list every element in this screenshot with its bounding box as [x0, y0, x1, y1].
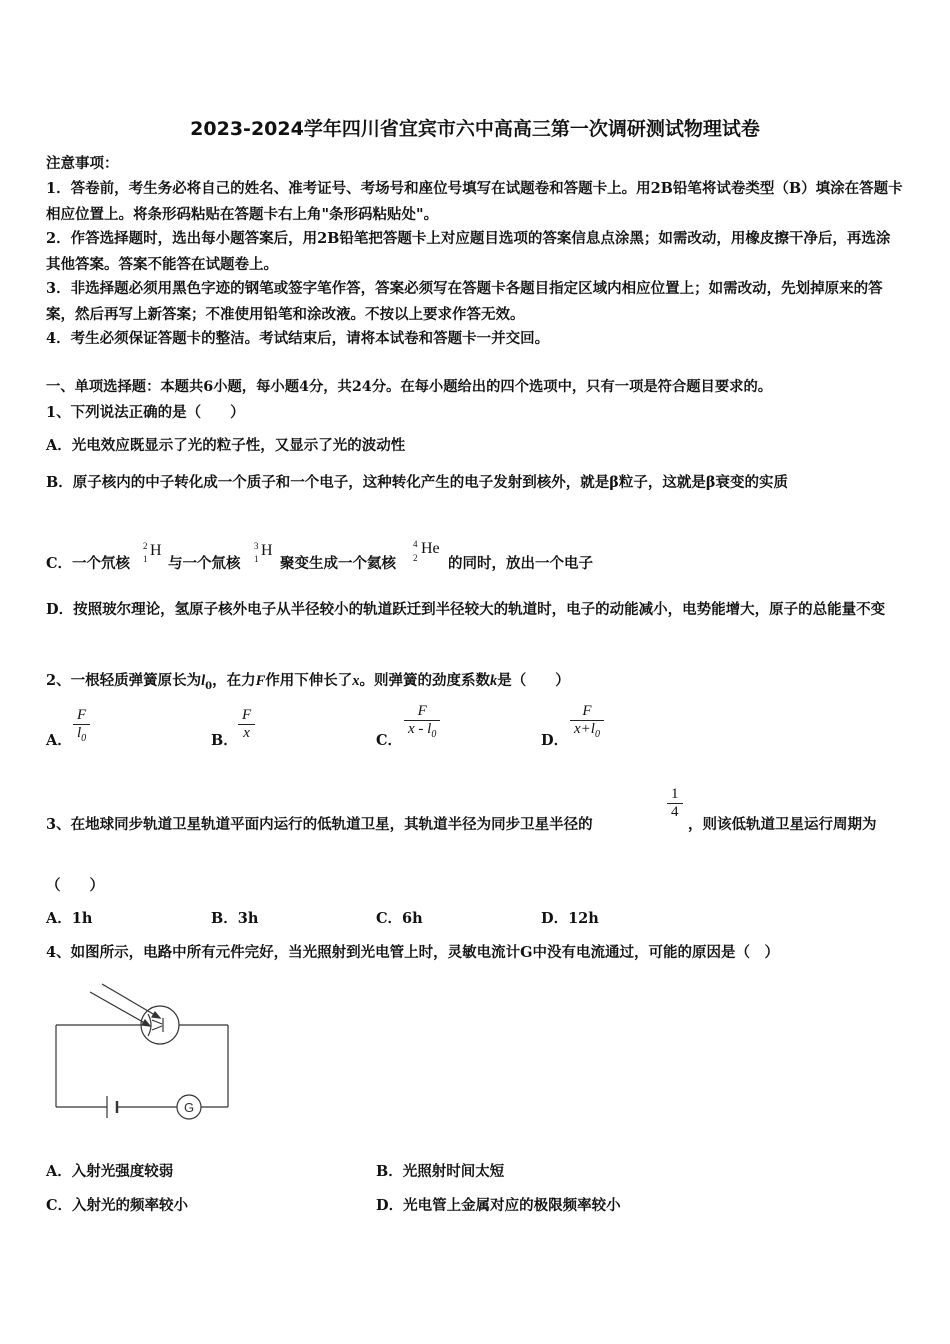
isotope-tritium: [254, 541, 278, 571]
fraction-numerator: F: [242, 707, 252, 723]
q1-option-c-part1: C．一个氘核: [46, 555, 131, 572]
q2-text: 是（ ）: [497, 672, 570, 689]
isotope-mass: 2: [143, 541, 148, 551]
q3-paren: （ ）: [46, 877, 104, 894]
fraction-sub: 0: [594, 729, 600, 740]
ray-arrowhead: [142, 1020, 150, 1026]
q4-option-d: D．光电管上金属对应的极限频率较小: [376, 1197, 621, 1214]
electron-path: [152, 1026, 162, 1030]
fraction-numerator: F: [77, 707, 87, 723]
fraction-denominator: l: [77, 725, 82, 741]
q2-option-a-label: A．: [46, 732, 72, 749]
fraction-numerator: F: [582, 703, 592, 719]
q2-option-d-fraction: [570, 703, 604, 740]
section-heading: 一、单项选择题：本题共6小题，每小题4分，共24分。在每小题给出的四个选项中，只有一项是符合题目要求的。: [46, 379, 773, 395]
q2-var-k: k: [490, 673, 498, 689]
q1-option-d: D．按照玻尔理论，氢原子核外电子从半径较小的轨道跃迁到半径较大的轨道时，电子的动能减小，电势能增大，原子的总能量不变: [46, 601, 886, 618]
q4-stem: 4、如图所示，电路中所有元件完好，当光照射到光电管上时，灵敏电流计G中没有电流通过，可能的原因是（ ）: [46, 944, 779, 961]
fraction-denominator: x+l: [574, 721, 595, 737]
fraction-sub: 0: [431, 729, 437, 740]
q3-option-d: D．12h: [541, 910, 599, 927]
fraction-denominator: x - l: [408, 721, 432, 737]
q2-text: 作用下伸长了: [265, 672, 353, 689]
q2-text: ，在力: [212, 672, 256, 689]
q2-option-c-fraction: [404, 703, 440, 740]
q1-stem: 1、下列说法正确的是（ ）: [46, 404, 245, 421]
q4-option-a: A．入射光强度较弱: [46, 1163, 174, 1180]
q2-var-l-sub: 0: [205, 680, 213, 692]
fraction-denominator: x: [243, 725, 250, 741]
q4-option-b: B．光照射时间太短: [376, 1163, 505, 1180]
notice-item-1: 1．答卷前，考生务必将自己的姓名、准考证号、考场号和座位号填写在试题卷和答题卡上。用2B铅笔将试卷类型（B）填涂在答题卡相应位置上。将条形码粘贴在答题卡右上角"条形码粘贴处"。: [46, 180, 903, 223]
notice-heading: 注意事项：: [46, 155, 119, 172]
q2-var-x: x: [352, 673, 360, 689]
q3-stem-before: 3、在地球同步轨道卫星轨道平面内运行的低轨道卫星，其轨道半径为同步卫星半径的: [46, 816, 593, 833]
q1-option-a: A．光电效应既显示了光的粒子性，又显示了光的波动性: [46, 437, 406, 454]
isotope-deuterium: [143, 541, 167, 571]
q3-stem-after: ，则该低轨道卫星运行周期为: [688, 816, 877, 833]
notice-item-2: 2．作答选择题时，选出每小题答案后，用2B铅笔把答题卡上对应题目选项的答案信息点涂黑；如需改动，用橡皮擦干净后，再选涂其他答案。答案不能答在试题卷上。: [46, 230, 891, 273]
q1-option-c-part3: 聚变生成一个氦核: [280, 555, 396, 572]
isotope-helium: [413, 539, 447, 569]
q3-option-c: C．6h: [376, 910, 423, 927]
q2-stem: [46, 669, 570, 692]
q4-option-c: C．入射光的频率较小: [46, 1197, 189, 1214]
isotope-mass: 4: [413, 539, 418, 549]
isotope-symbol: He: [421, 540, 440, 557]
notice-item-3: 3．非选择题必须用黑色字迹的钢笔或签字笔作答，答案必须写在答题卡各题目指定区域内相应位置上；如需改动，先划掉原来的答案，然后再写上新答案；不准使用铅笔和涂改液。不按以上要求作答无效。: [46, 280, 883, 323]
isotope-charge: 2: [413, 553, 418, 563]
fraction-numerator: 1: [671, 786, 679, 802]
q1-option-b: B．原子核内的中子转化成一个质子和一个电子，这种转化产生的电子发射到核外，就是β粒子，这就是β衰变的实质: [46, 474, 789, 491]
q2-option-b-label: B．: [211, 732, 238, 749]
ray-arrowhead: [152, 1012, 160, 1018]
q3-option-a: A．1h: [46, 910, 93, 927]
q1-option-c-part2: 与一个氚核: [168, 555, 241, 572]
fraction-numerator: F: [417, 703, 427, 719]
fraction-sub: 0: [81, 733, 87, 744]
isotope-symbol: H: [150, 542, 162, 559]
q2-option-b-fraction: [238, 707, 255, 742]
page-title: 2023-2024学年四川省宜宾市六中高高三第一次调研测试物理试卷: [190, 118, 760, 140]
q2-option-d-label: D．: [541, 732, 569, 749]
light-ray: [102, 984, 160, 1018]
q3-option-b: B．3h: [211, 910, 259, 927]
q2-text: 。则弹簧的劲度系数: [359, 672, 491, 689]
notice-item-4: 4．考生必须保证答题卡的整洁。考试结束后，请将本试卷和答题卡一并交回。: [46, 330, 550, 347]
electron-path: [152, 1020, 162, 1024]
galvanometer-label: G: [183, 1100, 195, 1115]
q2-var-l: l: [201, 673, 206, 689]
fraction-denominator: 4: [671, 804, 679, 820]
photocell-circuit-diagram: [50, 980, 240, 1120]
q2-option-c-label: C．: [376, 732, 403, 749]
isotope-charge: 1: [143, 554, 148, 564]
isotope-symbol: H: [261, 542, 273, 559]
q2-option-a-fraction: [73, 707, 90, 744]
q1-option-c-part4: 的同时，放出一个电子: [448, 555, 593, 572]
isotope-charge: 1: [254, 554, 259, 564]
q2-var-f: F: [255, 673, 266, 689]
q2-text: 2、一根轻质弹簧原长为: [46, 672, 202, 689]
q3-fraction: [667, 786, 683, 821]
isotope-mass: 3: [254, 541, 259, 551]
